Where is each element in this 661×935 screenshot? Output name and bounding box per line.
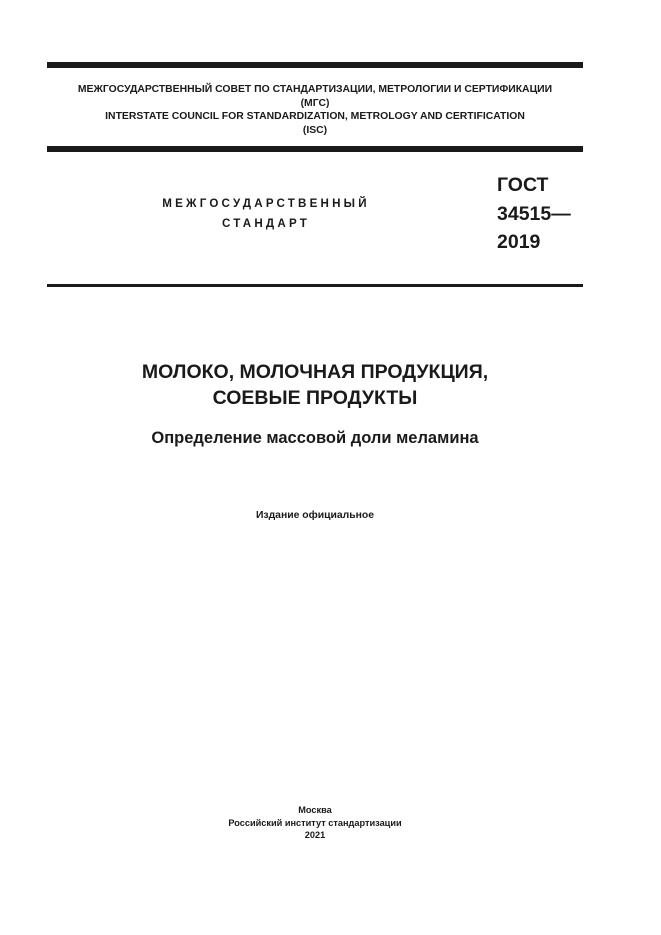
council-name-en: INTERSTATE COUNCIL FOR STANDARDIZATION, METROLOGY AND CERTIFICATION [105,111,525,122]
imprint [40,804,590,842]
middle-rule [47,146,583,152]
standard-designation [497,171,587,257]
title-line2: СОЕВЫЕ ПРОДУКТЫ [212,387,418,409]
standard-type-line2: СТАНДАРТ [221,217,311,230]
council-abbr-ru: (МГС) [300,97,330,109]
document-title [40,359,590,411]
bottom-rule [47,284,583,287]
top-rule [47,62,583,68]
imprint-city: Москва [298,805,332,815]
standard-type-line1: МЕЖГОСУДАРСТВЕННЫЙ [162,197,370,210]
standard-type [116,194,416,234]
imprint-year: 2021 [304,830,326,840]
designation-year: 2019 [497,231,541,253]
edition-note: Издание официальное [255,510,375,521]
designation-number: 34515— [497,202,571,225]
designation-prefix: ГОСТ [497,174,549,196]
imprint-publisher: Российский институт стандартизации [228,817,402,828]
council-header [47,83,583,137]
council-name-ru: МЕЖГОСУДАРСТВЕННЫЙ СОВЕТ ПО СТАНДАРТИЗАЦИИ, МЕТРОЛОГИИ И СЕРТИФИКАЦИИ [77,84,553,95]
council-abbr-en: (ISC) [302,124,328,136]
title-line1: МОЛОКО, МОЛОЧНАЯ ПРОДУКЦИЯ, [141,361,489,383]
document-subtitle: Определение массовой доли меламина [151,429,479,447]
